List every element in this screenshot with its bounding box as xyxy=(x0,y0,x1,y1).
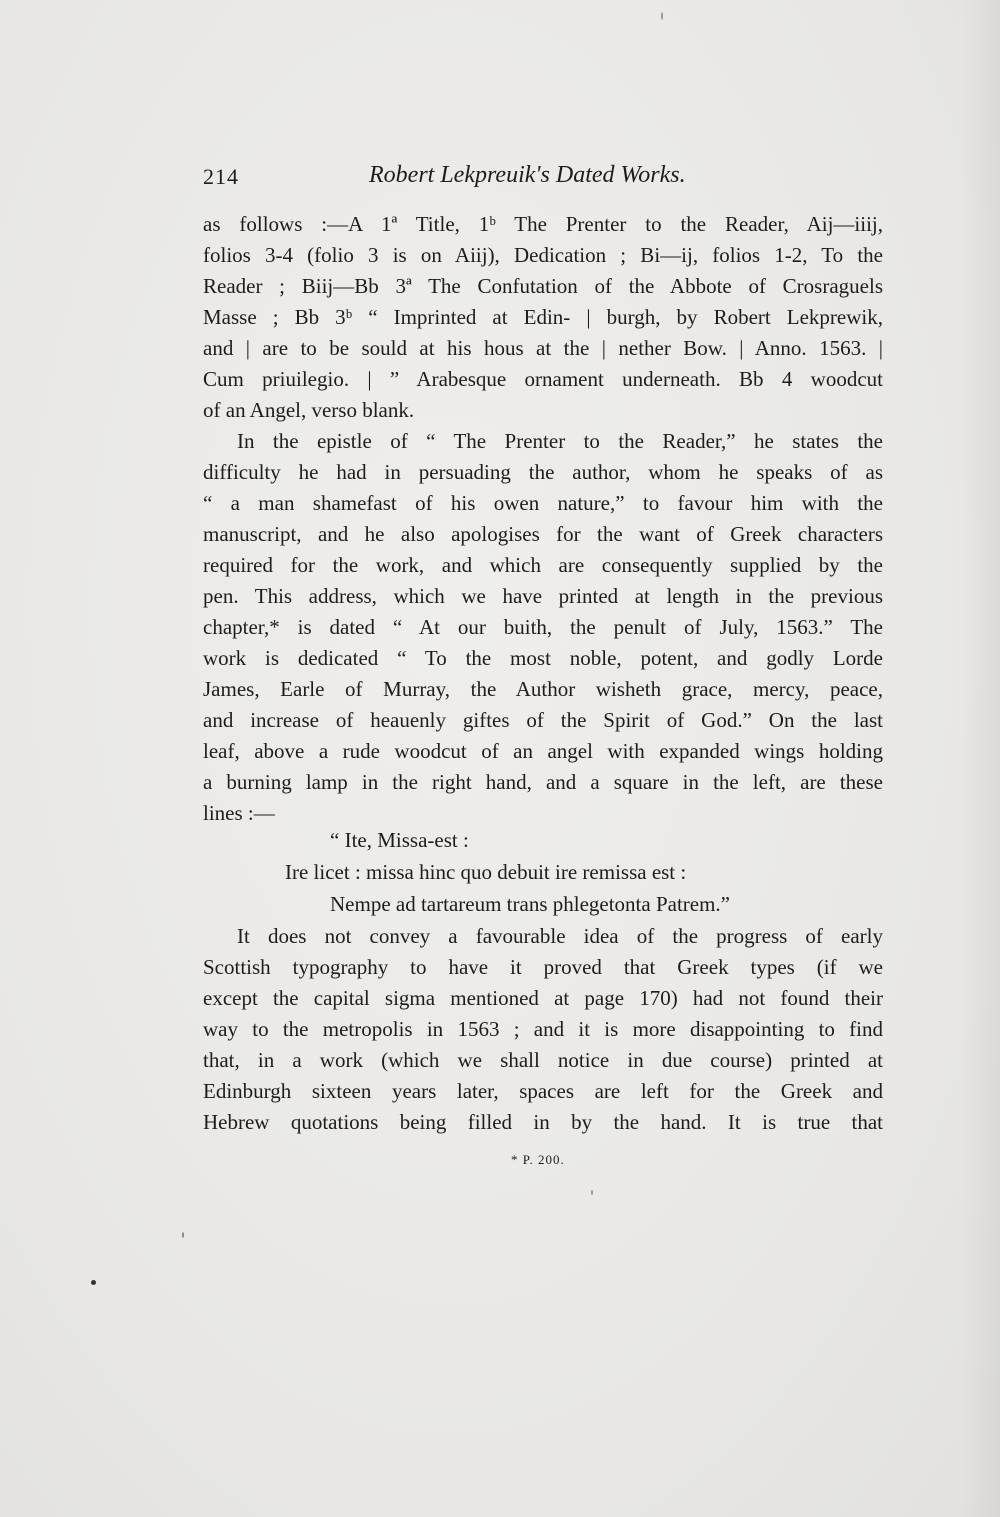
text-line: pen. This address, which we have printed at length in the previous xyxy=(203,584,883,608)
text-line: work is dedicated “ To the most noble, potent, and godly Lorde xyxy=(203,646,883,670)
paper-speck xyxy=(591,1190,593,1195)
text-line: that, in a work (which we shall notice in due course) printed at xyxy=(203,1048,883,1072)
text-line: leaf, above a rude woodcut of an angel with expanded wings holding xyxy=(203,739,883,763)
text-line: except the capital sigma mentioned at page 170) had not found their xyxy=(203,986,883,1010)
text-line: Hebrew quotations being filled in by the hand. It is true that xyxy=(203,1110,883,1134)
running-title: Robert Lekpreuik's Dated Works. xyxy=(369,162,686,188)
text-line: required for the work, and which are consequently supplied by the xyxy=(203,553,883,577)
body-text-continued xyxy=(203,921,883,1138)
text-line: and increase of heauenly giftes of the Spirit of God.” On the last xyxy=(203,708,883,732)
text-line: of an Angel, verso blank. xyxy=(203,398,415,422)
text-line: and | are to be sould at his hous at the | nether Bow. | Anno. 1563. | xyxy=(203,336,883,360)
running-head xyxy=(203,160,723,196)
paper-speck xyxy=(661,12,663,20)
text-line: James, Earle of Murray, the Author wisheth grace, mercy, peace, xyxy=(203,677,883,701)
text-line: lines :— xyxy=(203,801,275,825)
page-number: 214 xyxy=(203,164,239,189)
text-line: Masse ; Bb 3ᵇ “ Imprinted at Edin- | burgh, by Robert Lekprewik, xyxy=(203,305,883,329)
text-line: difficulty he had in persuading the author, whom he speaks of as xyxy=(203,460,883,484)
page-edge-shadow xyxy=(960,0,1000,1517)
paper-speck xyxy=(182,1232,184,1238)
footnote: * P. 200. xyxy=(511,1152,565,1167)
text-line: as follows :—A 1ª Title, 1ᵇ The Prenter to the Reader, Aij—iiij, xyxy=(203,212,883,236)
text-line: Cum priuilegio. | ” Arabesque ornament underneath. Bb 4 woodcut xyxy=(203,367,883,391)
text-line: Scottish typography to have it proved that Greek types (if we xyxy=(203,955,883,979)
verse-line: “ Ite, Missa-est : xyxy=(330,828,469,852)
body-text xyxy=(203,209,883,829)
text-line: Reader ; Biij—Bb 3ª The Confutation of the Abbote of Crosraguels xyxy=(203,274,883,298)
text-line: a burning lamp in the right hand, and a square in the left, are these xyxy=(203,770,883,794)
text-line: chapter,* is dated “ At our buith, the penult of July, 1563.” The xyxy=(203,615,883,639)
verse-line: Nempe ad tartareum trans phlegetonta Patrem.” xyxy=(330,892,731,916)
text-line: In the epistle of “ The Prenter to the Reader,” he states the xyxy=(237,429,883,453)
text-line: Edinburgh sixteen years later, spaces are left for the Greek and xyxy=(203,1079,883,1103)
paper-speck xyxy=(91,1280,96,1285)
text-line: folios 3-4 (folio 3 is on Aiij), Dedication ; Bi—ij, folios 1-2, To the xyxy=(203,243,883,267)
text-line: way to the metropolis in 1563 ; and it is more disappointing to find xyxy=(203,1017,883,1041)
verse-line: Ire licet : missa hinc quo debuit ire remissa est : xyxy=(285,860,687,884)
text-line: It does not convey a favourable idea of the progress of early xyxy=(237,924,883,948)
text-line: “ a man shamefast of his owen nature,” to favour him with the xyxy=(203,491,883,515)
text-line: manuscript, and he also apologises for the want of Greek characters xyxy=(203,522,883,546)
